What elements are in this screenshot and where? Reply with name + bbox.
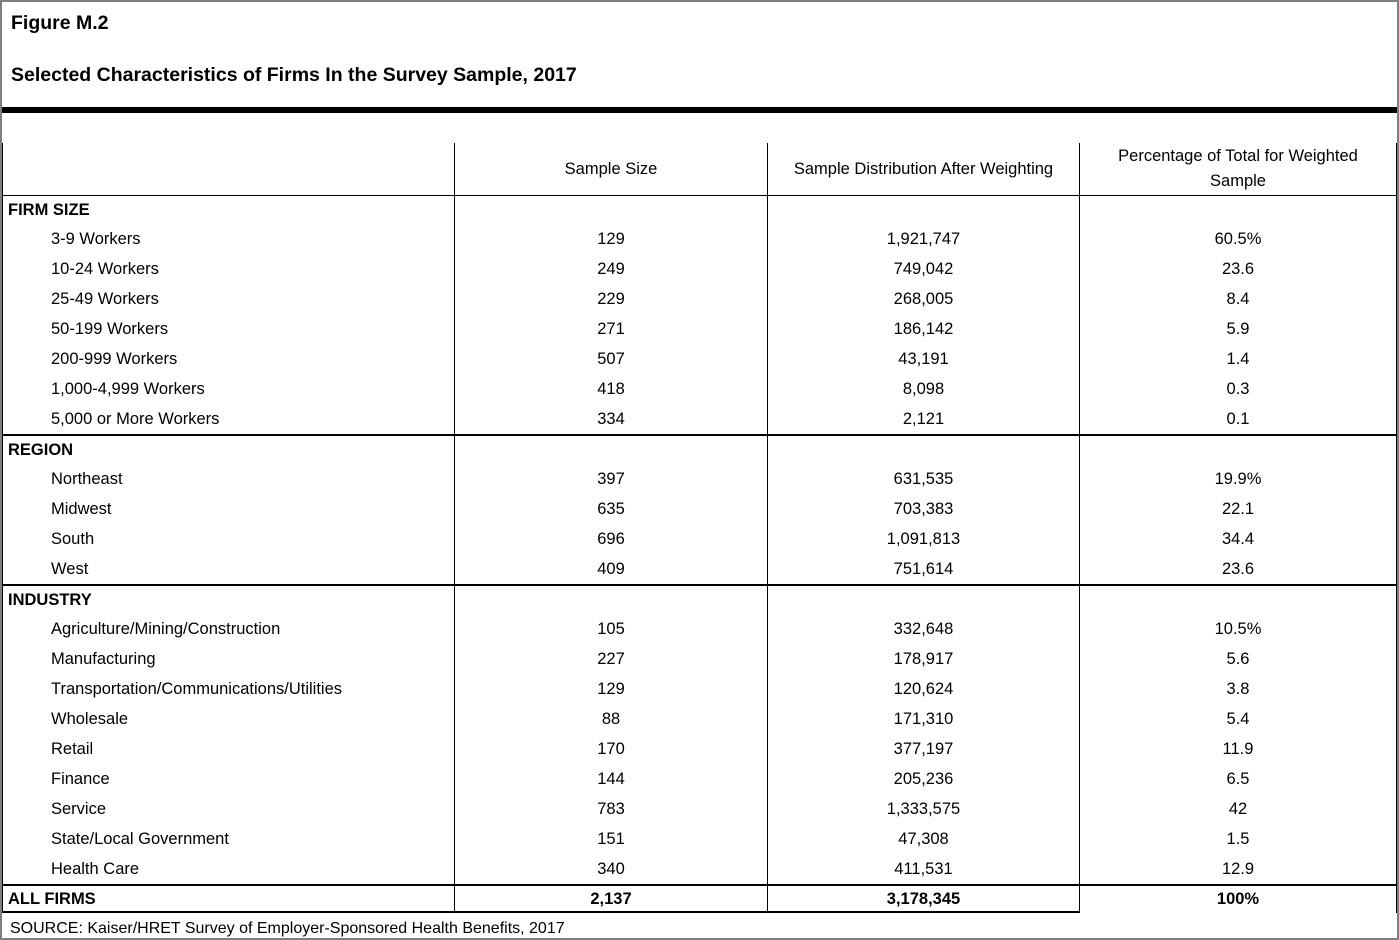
total-percentage-value: 100% (1216, 890, 1260, 908)
header-percentage: Percentage of Total for Weighted Sample (1118, 147, 1358, 190)
table-row (3, 554, 1396, 584)
sample-size-value: 418 (455, 374, 768, 404)
percentage-value: 3.8 (1226, 680, 1250, 698)
section-header-row (3, 436, 1396, 464)
empty-cell (1080, 586, 1396, 614)
percentage-value: 8.4 (1226, 290, 1250, 308)
table-row (3, 284, 1396, 314)
row-label: Health Care (3, 854, 455, 884)
row-label: Manufacturing (3, 644, 455, 674)
section-header-label: INDUSTRY (3, 586, 455, 614)
header-empty-cell (3, 143, 455, 195)
row-label: Northeast (3, 464, 455, 494)
distribution-value: 268,005 (768, 284, 1080, 314)
table-row (3, 254, 1396, 284)
sample-size-value: 170 (455, 734, 768, 764)
total-distribution-value: 3,178,345 (768, 886, 1080, 913)
percentage-value: 5.6 (1226, 650, 1250, 668)
sample-size-value: 227 (455, 644, 768, 674)
empty-cell (768, 436, 1080, 464)
table-section-firm-size (3, 196, 1396, 436)
sample-size-value: 635 (455, 494, 768, 524)
row-label: 3-9 Workers (3, 224, 455, 254)
total-row-label: ALL FIRMS (3, 886, 455, 913)
percentage-value: 5.4 (1226, 710, 1250, 728)
row-label: Transportation/Communications/Utilities (3, 674, 455, 704)
row-label: Finance (3, 764, 455, 794)
table-row (3, 344, 1396, 374)
table-row (3, 704, 1396, 734)
sample-size-value: 409 (455, 554, 768, 584)
distribution-value: 2,121 (768, 404, 1080, 434)
percentage-value: 0.1 (1226, 410, 1250, 428)
title-block (2, 2, 1397, 86)
header-sample-size: Sample Size (455, 143, 768, 195)
percentage-value: 11.9 (1222, 740, 1254, 758)
distribution-value: 1,091,813 (768, 524, 1080, 554)
percentage-value: 1.4 (1226, 350, 1250, 368)
percentage-value: 22.1 (1221, 500, 1255, 518)
empty-cell (1080, 196, 1396, 224)
empty-cell (455, 586, 768, 614)
data-table (2, 143, 1397, 913)
percentage-value: 23.6 (1221, 260, 1255, 278)
sample-size-value: 696 (455, 524, 768, 554)
section-header-row (3, 196, 1396, 224)
percentage-value: 19.9% (1214, 470, 1262, 488)
row-label: 10-24 Workers (3, 254, 455, 284)
percentage-value: 34.4 (1221, 530, 1255, 548)
distribution-value: 120,624 (768, 674, 1080, 704)
table-row (3, 764, 1396, 794)
table-row (3, 404, 1396, 434)
row-label: 5,000 or More Workers (3, 404, 455, 434)
row-label: Wholesale (3, 704, 455, 734)
distribution-value: 751,614 (768, 554, 1080, 584)
sample-size-value: 151 (455, 824, 768, 854)
row-label: South (3, 524, 455, 554)
table-row (3, 494, 1396, 524)
distribution-value: 1,921,747 (768, 224, 1080, 254)
table-row (3, 734, 1396, 764)
row-label: 25-49 Workers (3, 284, 455, 314)
table-row (3, 524, 1396, 554)
percentage-value: 12.9 (1221, 860, 1255, 878)
empty-cell (455, 436, 768, 464)
row-label: Agriculture/Mining/Construction (3, 614, 455, 644)
percentage-value: 60.5% (1214, 230, 1262, 248)
distribution-value: 47,308 (768, 824, 1080, 854)
sample-size-value: 340 (455, 854, 768, 884)
distribution-value: 332,648 (768, 614, 1080, 644)
table-row (3, 794, 1396, 824)
percentage-value: 0.3 (1226, 380, 1250, 398)
total-sample-size-value: 2,137 (455, 886, 768, 913)
sample-size-value: 129 (455, 674, 768, 704)
distribution-value: 178,917 (768, 644, 1080, 674)
table-row (3, 824, 1396, 854)
table-header-row (3, 143, 1396, 196)
row-label: 50-199 Workers (3, 314, 455, 344)
percentage-value: 5.9 (1226, 320, 1250, 338)
percentage-value: 42 (1228, 800, 1248, 818)
section-header-label: REGION (3, 436, 455, 464)
section-header-row (3, 586, 1396, 614)
sample-size-value: 129 (455, 224, 768, 254)
row-label: State/Local Government (3, 824, 455, 854)
distribution-value: 631,535 (768, 464, 1080, 494)
sample-size-value: 88 (455, 704, 768, 734)
table-row (3, 674, 1396, 704)
distribution-value: 1,333,575 (768, 794, 1080, 824)
percentage-value: 23.6 (1221, 560, 1255, 578)
empty-cell (455, 196, 768, 224)
figure-title: Selected Characteristics of Firms In the Survey Sample, 2017 (11, 64, 577, 86)
row-label: West (3, 554, 455, 584)
section-header-label: FIRM SIZE (3, 196, 455, 224)
percentage-value: 10.5% (1214, 620, 1262, 638)
sample-size-value: 507 (455, 344, 768, 374)
table-row (3, 854, 1396, 884)
figure-number: Figure M.2 (11, 12, 109, 34)
table-row (3, 614, 1396, 644)
sample-size-value: 334 (455, 404, 768, 434)
total-row (3, 886, 1396, 913)
table-body (3, 196, 1396, 886)
source-note: SOURCE: Kaiser/HRET Survey of Employer-Sponsored Health Benefits, 2017 (10, 920, 565, 937)
table-row (3, 644, 1396, 674)
distribution-value: 749,042 (768, 254, 1080, 284)
distribution-value: 205,236 (768, 764, 1080, 794)
distribution-value: 703,383 (768, 494, 1080, 524)
distribution-value: 411,531 (768, 854, 1080, 884)
table-row (3, 314, 1396, 344)
header-sample-distribution: Sample Distribution After Weighting (768, 143, 1080, 195)
sample-size-value: 397 (455, 464, 768, 494)
distribution-value: 171,310 (768, 704, 1080, 734)
distribution-value: 186,142 (768, 314, 1080, 344)
table-row (3, 374, 1396, 404)
row-label: Midwest (3, 494, 455, 524)
empty-cell (768, 196, 1080, 224)
distribution-value: 8,098 (768, 374, 1080, 404)
percentage-value: 1.5 (1226, 830, 1250, 848)
table-row (3, 464, 1396, 494)
table-section-industry (3, 586, 1396, 886)
sample-size-value: 249 (455, 254, 768, 284)
row-label: 200-999 Workers (3, 344, 455, 374)
distribution-value: 43,191 (768, 344, 1080, 374)
empty-cell (768, 586, 1080, 614)
sample-size-value: 144 (455, 764, 768, 794)
row-label: Retail (3, 734, 455, 764)
row-label: 1,000-4,999 Workers (3, 374, 455, 404)
sample-size-value: 229 (455, 284, 768, 314)
title-divider-rule (2, 107, 1397, 113)
distribution-value: 377,197 (768, 734, 1080, 764)
table-row (3, 224, 1396, 254)
row-label: Service (3, 794, 455, 824)
sample-size-value: 105 (455, 614, 768, 644)
percentage-value: 6.5 (1226, 770, 1250, 788)
sample-size-value: 271 (455, 314, 768, 344)
sample-size-value: 783 (455, 794, 768, 824)
table-section-region (3, 436, 1396, 586)
empty-cell (1080, 436, 1396, 464)
